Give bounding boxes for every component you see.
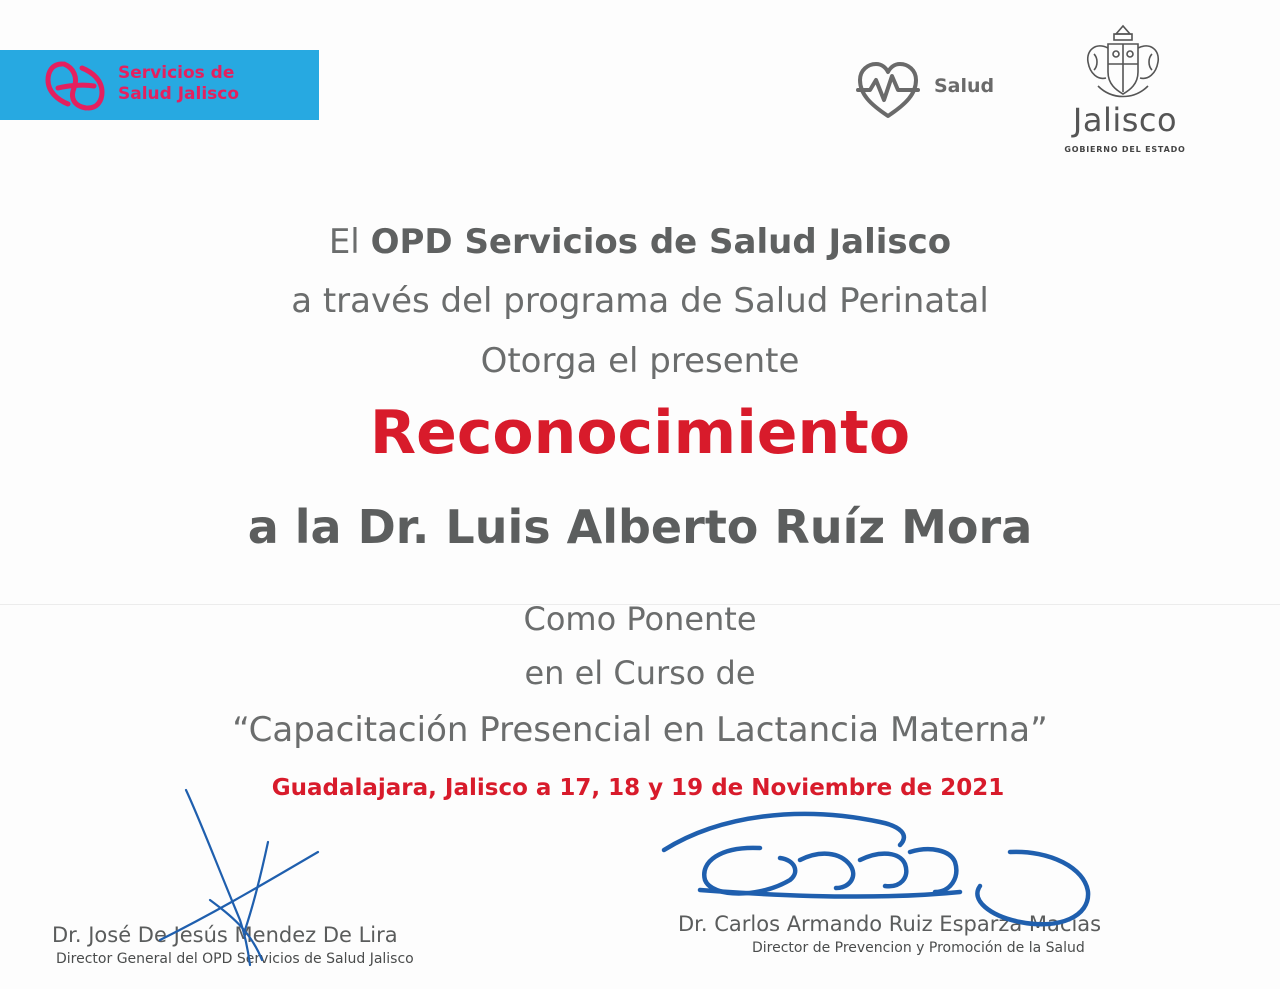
ssj-emblem-icon [44,58,106,114]
signature-2-stroke [700,890,960,896]
salud-label: Salud [934,75,995,97]
ssj-logo-line2: Salud Jalisco [118,84,240,104]
gobierno-label: GOBIERNO DEL ESTADO [1064,145,1186,154]
signatory-2-name: Dr. Carlos Armando Ruiz Esparza Macias [678,912,1102,936]
issuer-prefix: El [328,222,371,262]
certificate-title: Reconocimiento [369,398,911,468]
grant-line: Otorga el presente [480,341,800,381]
salud-heart-icon [856,58,920,120]
jalisco-label: Jalisco [1072,101,1178,139]
issuer-line [0,222,1280,262]
signature-2-stroke [860,854,906,887]
jalisco-crest-icon [1078,24,1168,104]
signatory-1-role: Director General del OPD Servicios de Salud Jalisco [56,951,414,967]
issuer-name: OPD Servicios de Salud Jalisco [370,222,952,262]
ssj-logo-text [118,63,239,105]
signatory-1-name: Dr. José De Jesús Mendez De Lira [52,923,398,947]
signature-2-stroke [664,814,904,850]
signature-2-stroke [704,848,795,894]
signature-1-stroke [245,842,268,930]
course-intro: en el Curso de [524,654,756,692]
signature-2-stroke [800,854,853,888]
program-line: a través del programa de Salud Perinatal [291,281,989,321]
servicios-salud-jalisco-logo [0,50,319,120]
ssj-logo-line1: Servicios de [118,63,235,83]
course-name: “Capacitación Presencial en Lactancia Materna” [232,710,1048,750]
signature-2-stroke [910,849,956,892]
recipient-role: Como Ponente [523,600,757,638]
place-date: Guadalajara, Jalisco a 17, 18 y 19 de Noviembre de 2021 [271,775,1005,801]
recipient-name: a la Dr. Luis Alberto Ruíz Mora [247,500,1033,554]
signatory-2-role: Director de Prevencion y Promoción de la Salud [752,940,1085,956]
